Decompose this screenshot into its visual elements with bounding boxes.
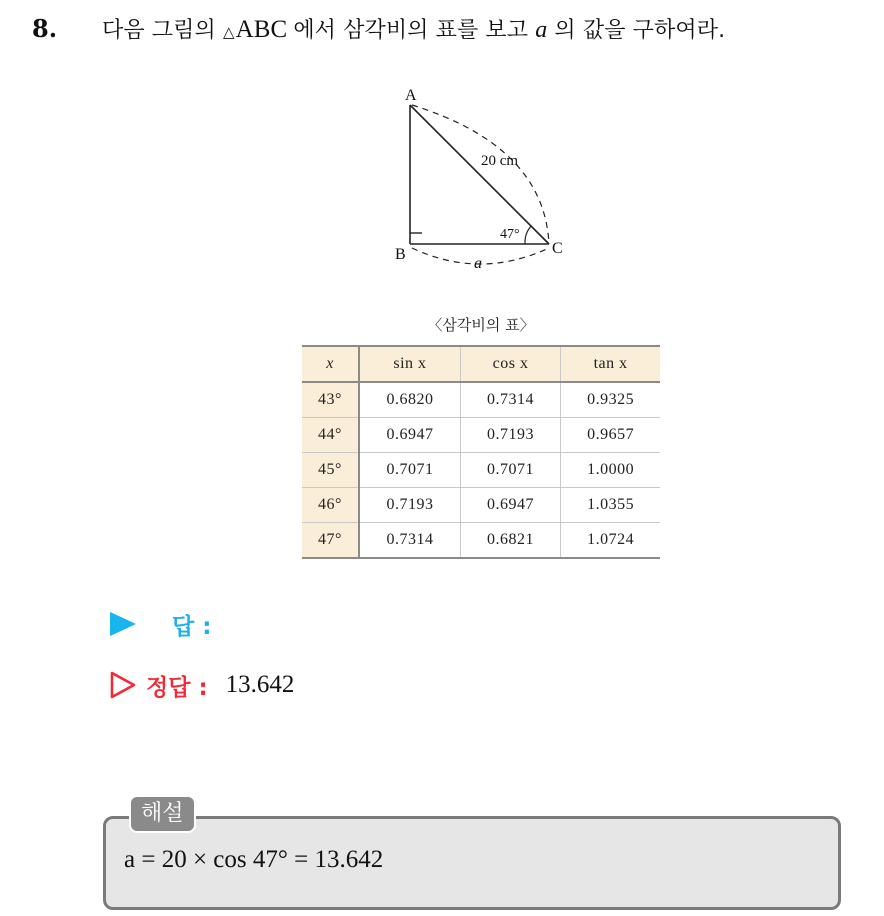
cos-cell: 0.7071 (460, 453, 560, 488)
correct-answer-row (110, 666, 294, 704)
tan-cell: 1.0355 (561, 488, 660, 523)
header-cos: cos x (460, 346, 560, 382)
side-a-label: a (474, 255, 482, 272)
question-text-after: 의 값을 구하여라. (554, 18, 726, 43)
cos-cell: 0.6821 (460, 523, 560, 559)
angle-cell: 46° (302, 488, 359, 523)
vertex-c-label: C (552, 240, 563, 257)
vertex-b-label: B (395, 246, 406, 263)
header-tan: tan x (561, 346, 660, 382)
table-caption: 〈삼각비의 표〉 (427, 316, 535, 334)
explanation-formula: a = 20 × cos 47° = 13.642 (124, 846, 384, 873)
trig-table (302, 345, 660, 559)
sin-cell: 0.6820 (359, 382, 460, 418)
answer-label: 답 : (172, 613, 212, 640)
table-row (302, 382, 660, 418)
tan-cell: 1.0000 (561, 453, 660, 488)
sin-cell: 0.6947 (359, 418, 460, 453)
cos-cell: 0.7314 (460, 382, 560, 418)
vertex-a-label: A (405, 87, 417, 104)
table-row (302, 453, 660, 488)
triangle-symbol: △ (222, 23, 235, 41)
triangle-name: ABC (235, 16, 288, 43)
question-text (102, 15, 725, 47)
question-text-middle: 에서 삼각비의 표를 보고 (293, 18, 529, 43)
table-header-row (302, 346, 660, 382)
table-row (302, 488, 660, 523)
question-row (32, 14, 725, 47)
answer-row (110, 606, 211, 642)
triangle-figure (392, 84, 582, 274)
tan-cell: 0.9325 (561, 382, 660, 418)
sin-cell: 0.7193 (359, 488, 460, 523)
cos-cell: 0.7193 (460, 418, 560, 453)
correct-answer-label: 정답 : (146, 674, 208, 701)
sin-cell: 0.7314 (359, 523, 460, 559)
angle-label: 47° (500, 227, 520, 242)
correct-answer-value: 13.642 (225, 671, 295, 698)
question-variable: a (535, 17, 548, 43)
sin-cell: 0.7071 (359, 453, 460, 488)
outline-arrow-icon (110, 671, 136, 699)
play-arrow-icon (110, 612, 136, 636)
cos-cell: 0.6947 (460, 488, 560, 523)
angle-cell: 45° (302, 453, 359, 488)
table-row (302, 523, 660, 559)
side-ac (410, 105, 549, 244)
angle-cell: 47° (302, 523, 359, 559)
tan-cell: 1.0724 (561, 523, 660, 559)
header-sin: sin x (359, 346, 460, 382)
angle-cell: 44° (302, 418, 359, 453)
tan-cell: 0.9657 (561, 418, 660, 453)
angle-cell: 43° (302, 382, 359, 418)
angle-c-arc (525, 226, 531, 244)
table-row (302, 418, 660, 453)
explanation-tab: 해설 (129, 795, 196, 833)
question-number: 8. (32, 14, 58, 43)
question-text-before: 다음 그림의 (102, 18, 216, 43)
hypotenuse-label: 20 cm (481, 153, 519, 169)
header-x: x (302, 346, 359, 382)
